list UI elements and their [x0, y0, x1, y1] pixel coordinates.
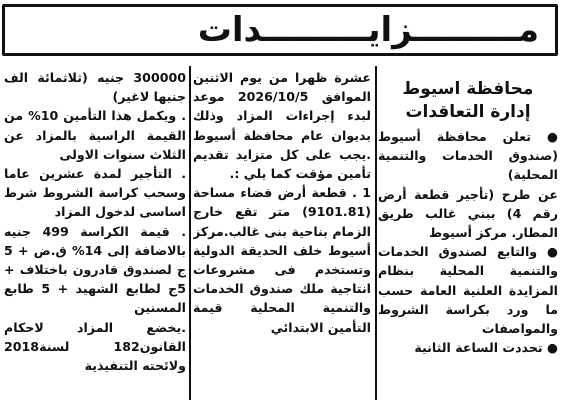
ad-paragraph: ● تعلن محافظة أسيوط (صندوق الخدمات والتنمية المحلية): [378, 129, 558, 183]
ad-column-middle: [193, 68, 371, 400]
ad-column-right: [378, 68, 560, 400]
ad-paragraph: عشرة ظهرا من يوم الاثنين الموافق 2026/10/5 موعد لبدء إجراءات المزاد وذلك بديوان عام محافظة أسيوط .يجب على كل متزايد تقديم تأمين مؤقت كما يلي :.: [193, 70, 371, 182]
ad-column-left: [4, 68, 186, 400]
department-name: إدارة التعاقدات: [405, 102, 531, 122]
column-divider: [189, 66, 191, 400]
ad-paragraph: ● تحددت الساعة الثانية: [414, 340, 558, 356]
section-banner: [2, 4, 558, 56]
advertiser-name: محافظة اسيوط: [402, 79, 534, 99]
ad-paragraph: .يخضع المزاد لاحكام القانون182 لسنة2018 ولائحته التنفيذية: [4, 319, 186, 374]
ad-paragraph: ● والتابع لصندوق الخدمات والتنمية المحلية بنظام المزايدة العلنية العامة حسب ما ورد بكراسة الشروط والمواصفات: [378, 244, 558, 337]
ad-paragraph: . التأجير لمدة عشرين عاما وسحب كراسة الشروط شرط اساسى لدخول المزاد: [4, 166, 186, 220]
section-title: مـــــــــزايـــــــــدات: [197, 10, 539, 50]
ad-paragraph: 1 . قطعة أرض فضاء مساحة (9101.81) متر تقع خارج الزمام بناحية بنى غالب.مركز أسيوط خلف الحديقة الدولية وتستخدم فى مشروعات انتاجية ملك صندوق الخدمات والتنمية المحلية قيمة التأمين الابتدائي: [193, 185, 371, 335]
ad-paragraph: . قيمة الكراسة 499 جنيه بالاضافة إلى 14% ق.ض + 5 ج لصندوق قادرون باختلاف + 5ج لطابع الشهيد + 5 طابع المسنين: [4, 223, 186, 316]
ad-paragraph: عن طرح (تأجير قطعة أرض رقم 4) ببني غالب طريق المطار. مركز أسيوط: [378, 186, 558, 241]
column-divider: [375, 66, 377, 400]
ad-paragraph: . ويكمل هذا التأمين 10% من القيمة الراسية بالمزاد عن الثلاث سنوات الاولى: [4, 108, 186, 162]
ad-paragraph: 300000 جنيه (ثلاثمائة الف جنيها لاغير): [4, 70, 186, 105]
